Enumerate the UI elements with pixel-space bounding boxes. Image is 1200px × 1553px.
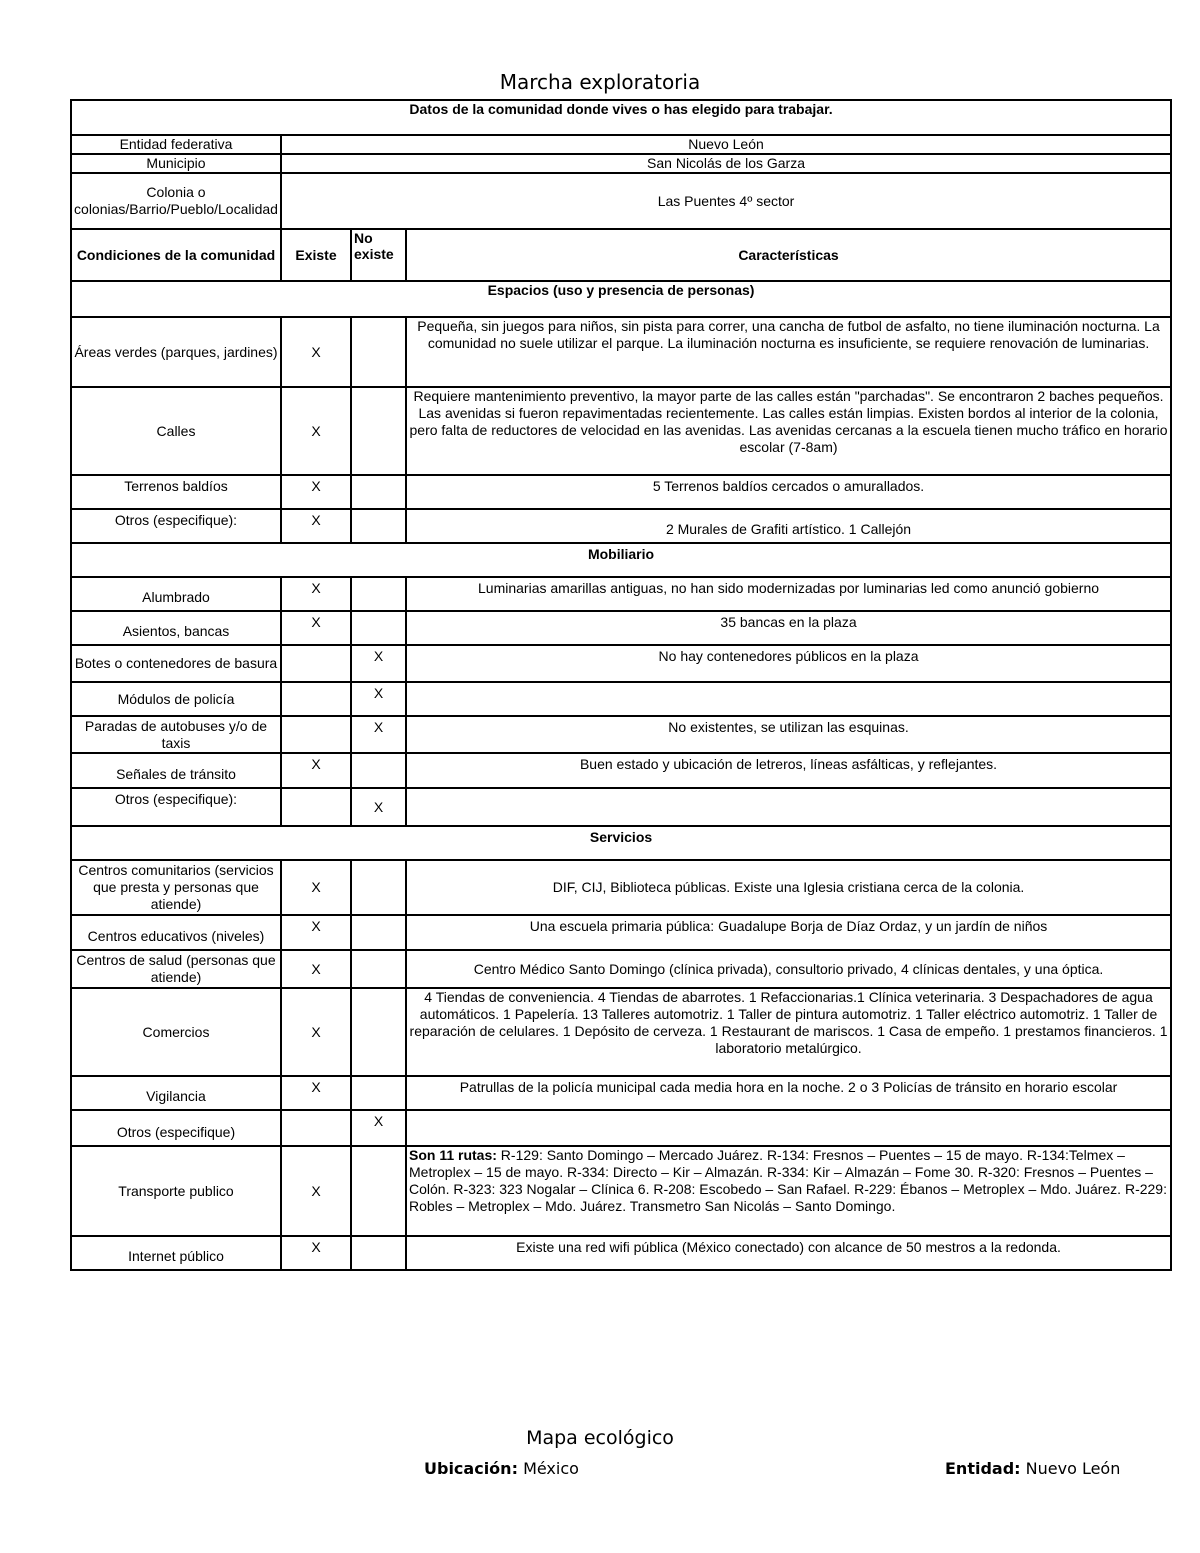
exists-mark: X bbox=[281, 1146, 351, 1236]
not-exists-mark bbox=[351, 611, 406, 645]
features-cell: 2 Murales de Grafiti artístico. 1 Callejón bbox=[406, 509, 1171, 543]
features-cell: 35 bancas en la plaza bbox=[406, 611, 1171, 645]
table-row bbox=[71, 682, 1171, 716]
table-row bbox=[71, 645, 1171, 682]
not-exists-mark: X bbox=[351, 1110, 406, 1146]
not-exists-mark bbox=[351, 577, 406, 611]
table-row bbox=[71, 753, 1171, 788]
table-row bbox=[71, 788, 1171, 826]
features-cell: Centro Médico Santo Domingo (clínica privada), consultorio privado, 4 clínicas dentales, y una óptica. bbox=[406, 950, 1171, 988]
condition-cell: Áreas verdes (parques, jardines) bbox=[71, 317, 281, 387]
condition-cell: Señales de tránsito bbox=[71, 753, 281, 788]
exists-mark: X bbox=[281, 611, 351, 645]
field-label-municipio: Municipio bbox=[71, 154, 281, 173]
table-row bbox=[71, 1110, 1171, 1146]
not-exists-mark bbox=[351, 1236, 406, 1270]
not-exists-mark bbox=[351, 753, 406, 788]
table-row bbox=[71, 611, 1171, 645]
features-cell: No existentes, se utilizan las esquinas. bbox=[406, 716, 1171, 753]
features-cell: Luminarias amarillas antiguas, no han sido modernizadas por luminarias led como anunció gobierno bbox=[406, 577, 1171, 611]
not-exists-mark bbox=[351, 1146, 406, 1236]
table-row bbox=[71, 915, 1171, 950]
features-cell bbox=[406, 1110, 1171, 1146]
features-cell bbox=[406, 1146, 1171, 1236]
exists-mark: X bbox=[281, 577, 351, 611]
column-header-exists: Existe bbox=[281, 229, 351, 281]
table-row bbox=[71, 509, 1171, 543]
table-row bbox=[71, 988, 1171, 1076]
entity-value: Nuevo León bbox=[1025, 1459, 1121, 1478]
features-cell bbox=[406, 788, 1171, 826]
condition-cell: Otros (especifique): bbox=[71, 509, 281, 543]
not-exists-mark bbox=[351, 1076, 406, 1110]
features-cell: Existe una red wifi pública (México conectado) con alcance de 50 mestros a la redonda. bbox=[406, 1236, 1171, 1270]
features-cell: 5 Terrenos baldíos cercados o amurallados. bbox=[406, 475, 1171, 509]
condition-cell: Botes o contenedores de basura bbox=[71, 645, 281, 682]
table-header: Datos de la comunidad donde vives o has elegido para trabajar. bbox=[71, 100, 1171, 135]
not-exists-mark bbox=[351, 509, 406, 543]
table-row bbox=[71, 1076, 1171, 1110]
not-exists-mark bbox=[351, 317, 406, 387]
not-exists-mark: X bbox=[351, 682, 406, 716]
features-cell: No hay contenedores públicos en la plaza bbox=[406, 645, 1171, 682]
condition-cell: Paradas de autobuses y/o de taxis bbox=[71, 716, 281, 753]
exists-mark bbox=[281, 716, 351, 753]
features-cell bbox=[406, 682, 1171, 716]
features-cell: Patrullas de la policía municipal cada media hora en la noche. 2 o 3 Policías de tránsito en horario escolar bbox=[406, 1076, 1171, 1110]
entity-line bbox=[945, 1459, 1120, 1478]
entity-label: Entidad: bbox=[945, 1459, 1021, 1478]
field-label-entidad: Entidad federativa bbox=[71, 135, 281, 154]
not-exists-mark: X bbox=[351, 716, 406, 753]
exists-mark bbox=[281, 1110, 351, 1146]
exists-mark: X bbox=[281, 509, 351, 543]
condition-cell: Calles bbox=[71, 387, 281, 475]
table-row bbox=[71, 475, 1171, 509]
exists-mark: X bbox=[281, 915, 351, 950]
not-exists-mark bbox=[351, 915, 406, 950]
section-title-servicios: Servicios bbox=[71, 826, 1171, 860]
exists-mark: X bbox=[281, 1076, 351, 1110]
field-value-colonia: Las Puentes 4º sector bbox=[281, 173, 1171, 229]
condition-cell: Vigilancia bbox=[71, 1076, 281, 1110]
features-cell: 4 Tiendas de conveniencia. 4 Tiendas de abarrotes. 1 Refaccionarias.1 Clínica veterinaria. 3 Despachadores de agua automáticos. 1 Papelería. 13 Talleres automotriz. 1 Taller de pintura automotriz. 1 Taller eléctrico automotriz. 1 Taller de reparación de celulares. 1 Depósito de cerveza. 1 Restaurant de mariscos. 1 Casa de empeño. 1 prestamos financieros. 1 laboratorio metalúrgico. bbox=[406, 988, 1171, 1076]
location-line bbox=[424, 1459, 579, 1478]
field-label-colonia: Colonia o colonias/Barrio/Pueblo/Localidad bbox=[71, 173, 281, 229]
exists-mark bbox=[281, 788, 351, 826]
exists-mark: X bbox=[281, 1236, 351, 1270]
table-row bbox=[71, 860, 1171, 915]
condition-cell: Centros comunitarios (servicios que presta y personas que atiende) bbox=[71, 860, 281, 915]
map-title: Mapa ecológico bbox=[526, 1427, 674, 1449]
column-header-condition: Condiciones de la comunidad bbox=[71, 229, 281, 281]
exists-mark: X bbox=[281, 950, 351, 988]
location-label: Ubicación: bbox=[424, 1459, 518, 1478]
condition-cell: Transporte publico bbox=[71, 1146, 281, 1236]
table-row bbox=[71, 950, 1171, 988]
table-row bbox=[71, 1146, 1171, 1236]
exists-mark: X bbox=[281, 753, 351, 788]
not-exists-mark bbox=[351, 387, 406, 475]
features-cell: Buen estado y ubicación de letreros, líneas asfálticas, y reflejantes. bbox=[406, 753, 1171, 788]
field-value-municipio: San Nicolás de los Garza bbox=[281, 154, 1171, 173]
not-exists-mark bbox=[351, 860, 406, 915]
condition-cell: Internet público bbox=[71, 1236, 281, 1270]
exploration-table bbox=[70, 99, 1172, 1271]
not-exists-mark: X bbox=[351, 788, 406, 826]
section-title-espacios: Espacios (uso y presencia de personas) bbox=[71, 281, 1171, 317]
table-row bbox=[71, 716, 1171, 753]
features-bold: Son 11 rutas: bbox=[409, 1147, 497, 1163]
not-exists-mark: X bbox=[351, 645, 406, 682]
condition-cell: Alumbrado bbox=[71, 577, 281, 611]
field-value-entidad: Nuevo León bbox=[281, 135, 1171, 154]
column-header-features: Características bbox=[406, 229, 1171, 281]
not-exists-mark bbox=[351, 950, 406, 988]
exists-mark: X bbox=[281, 860, 351, 915]
not-exists-mark bbox=[351, 988, 406, 1076]
exists-mark: X bbox=[281, 317, 351, 387]
exists-mark bbox=[281, 645, 351, 682]
condition-cell: Centros educativos (niveles) bbox=[71, 915, 281, 950]
condition-cell: Centros de salud (personas que atiende) bbox=[71, 950, 281, 988]
features-cell: DIF, CIJ, Biblioteca públicas. Existe una Iglesia cristiana cerca de la colonia. bbox=[406, 860, 1171, 915]
features-cell: Pequeña, sin juegos para niños, sin pista para correr, una cancha de futbol de asfalto, no tiene iluminación nocturna. La comunidad no suele utilizar el parque. La iluminación nocturna es insuficiente, se requiere renovación de luminarias. bbox=[406, 317, 1171, 387]
condition-cell: Asientos, bancas bbox=[71, 611, 281, 645]
table-row bbox=[71, 387, 1171, 475]
table-row bbox=[71, 317, 1171, 387]
exists-mark: X bbox=[281, 988, 351, 1076]
exists-mark: X bbox=[281, 387, 351, 475]
condition-cell: Otros (especifique): bbox=[71, 788, 281, 826]
column-header-not-exists: No existe bbox=[351, 229, 406, 281]
condition-cell: Otros (especifique) bbox=[71, 1110, 281, 1146]
table-row bbox=[71, 1236, 1171, 1270]
document-title: Marcha exploratoria bbox=[499, 70, 701, 94]
exists-mark: X bbox=[281, 475, 351, 509]
exists-mark bbox=[281, 682, 351, 716]
features-text: R-129: Santo Domingo – Mercado Juárez. R-134: Fresnos – Puentes – 15 de mayo. R-134:Telmex – Metroplex – 15 de mayo. R-334: Directo – Kir – Almazán. R-334: Kir – Almazán – Fome 30. R-320: Fresnos – Puentes – Colón. R-323: 323 Nogalar – Clínica 6. R-208: Escobedo – San Rafael. R-229: Ébanos – Metroplex – Mdo. Juárez. R-229: Robles – Metroplex – Mdo. Juárez. Transmetro San Nicolás – Santo Domingo. bbox=[409, 1147, 1167, 1214]
condition-cell: Comercios bbox=[71, 988, 281, 1076]
not-exists-mark bbox=[351, 475, 406, 509]
condition-cell: Módulos de policía bbox=[71, 682, 281, 716]
features-cell: Requiere mantenimiento preventivo, la mayor parte de las calles están "parchadas". Se encontraron 2 baches pequeños. Las avenidas si fueron repavimentadas recientemente. Las calles están limpias. Existen bordos al interior de la colonia, pero falta de reductores de velocidad en las avenidas. Las avenidas cercanas a la escuela tienen mucho tráfico en horario escolar (7-8am) bbox=[406, 387, 1171, 475]
features-cell: Una escuela primaria pública: Guadalupe Borja de Díaz Ordaz, y un jardín de niños bbox=[406, 915, 1171, 950]
section-title-mobiliario: Mobiliario bbox=[71, 543, 1171, 577]
condition-cell: Terrenos baldíos bbox=[71, 475, 281, 509]
location-value: México bbox=[523, 1459, 579, 1478]
table-row bbox=[71, 577, 1171, 611]
